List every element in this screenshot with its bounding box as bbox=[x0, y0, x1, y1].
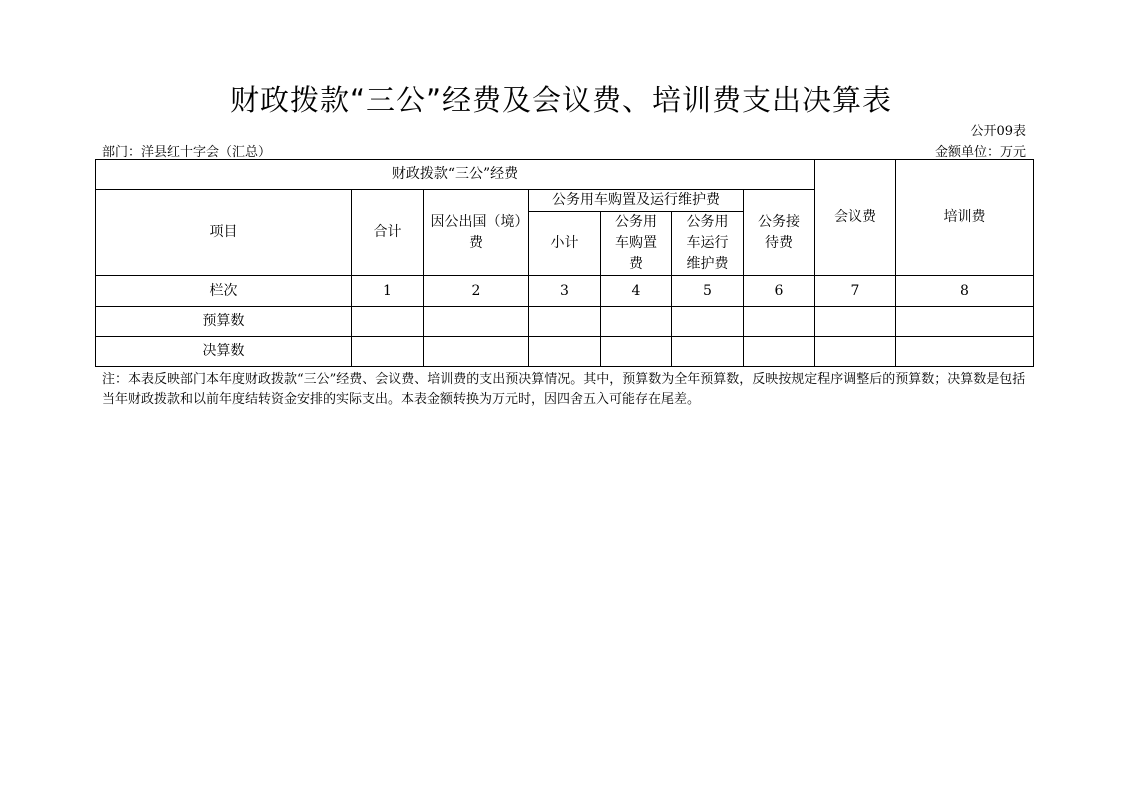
row-label: 决算数 bbox=[96, 337, 352, 367]
table-cell: 3 bbox=[529, 276, 601, 307]
header-total: 合计 bbox=[352, 190, 424, 276]
table-cell bbox=[744, 337, 815, 367]
table-cell bbox=[529, 337, 601, 367]
table-cell: 4 bbox=[601, 276, 672, 307]
table-cell bbox=[744, 307, 815, 337]
page-title: 财政拨款“三公”经费及会议费、培训费支出决算表 bbox=[229, 83, 893, 117]
header-subtotal: 小计 bbox=[529, 212, 601, 276]
header-vehicle-operation bbox=[672, 212, 744, 276]
table-cell: 5 bbox=[672, 276, 744, 307]
header-vehicle-operation-text: 公务用车运行维护费 bbox=[686, 214, 729, 272]
table-cell bbox=[815, 337, 896, 367]
header-vehicle-purchase-text: 公务用车购置费 bbox=[615, 214, 657, 272]
expenditure-table bbox=[95, 159, 1034, 367]
row-label: 栏次 bbox=[96, 276, 352, 307]
table-cell: 7 bbox=[815, 276, 896, 307]
table-cell bbox=[672, 337, 744, 367]
table-cell: 2 bbox=[424, 276, 529, 307]
department-label: 部门：洋县红十字会（汇总） bbox=[102, 145, 272, 160]
table-cell bbox=[672, 307, 744, 337]
header-meeting: 会议费 bbox=[815, 160, 896, 276]
row-label: 预算数 bbox=[96, 307, 352, 337]
table-cell: 8 bbox=[896, 276, 1034, 307]
header-item: 项目 bbox=[96, 190, 352, 276]
table-row bbox=[96, 337, 1034, 367]
table-cell bbox=[601, 307, 672, 337]
table-cell bbox=[601, 337, 672, 367]
table-cell: 6 bbox=[744, 276, 815, 307]
table-cell bbox=[352, 337, 424, 367]
unit-label: 金额单位：万元 bbox=[934, 145, 1026, 160]
table-cell bbox=[529, 307, 601, 337]
header-abroad-text: 因公出国（境）费 bbox=[430, 213, 522, 251]
header-vehicle-purchase bbox=[601, 212, 672, 276]
header-abroad bbox=[424, 190, 529, 276]
table-cell bbox=[424, 337, 529, 367]
table-cell bbox=[424, 307, 529, 337]
table-cell: 1 bbox=[352, 276, 424, 307]
group-header-three-public: 财政拨款“三公”经费 bbox=[96, 160, 815, 190]
header-vehicle-group: 公务用车购置及运行维护费 bbox=[529, 190, 744, 212]
header-reception-text: 公务接待费 bbox=[758, 213, 800, 251]
table-cell bbox=[896, 337, 1034, 367]
table-row bbox=[96, 276, 1034, 307]
table-row bbox=[96, 307, 1034, 337]
table-cell bbox=[815, 307, 896, 337]
table-cell bbox=[896, 307, 1034, 337]
header-training: 培训费 bbox=[896, 160, 1034, 276]
header-reception bbox=[744, 190, 815, 276]
footnote: 注：本表反映部门本年度财政拨款“三公”经费、会议费、培训费的支出预决算情况。其中，预算数为全年预算数，反映按规定程序调整后的预算数；决算数是包括当年财政拨款和以前年度结转资金安排的实际支出。本表金额转换为万元时，因四舍五入可能存在尾差。 bbox=[102, 372, 1026, 407]
table-cell bbox=[352, 307, 424, 337]
form-code: 公开09表 bbox=[970, 124, 1026, 139]
